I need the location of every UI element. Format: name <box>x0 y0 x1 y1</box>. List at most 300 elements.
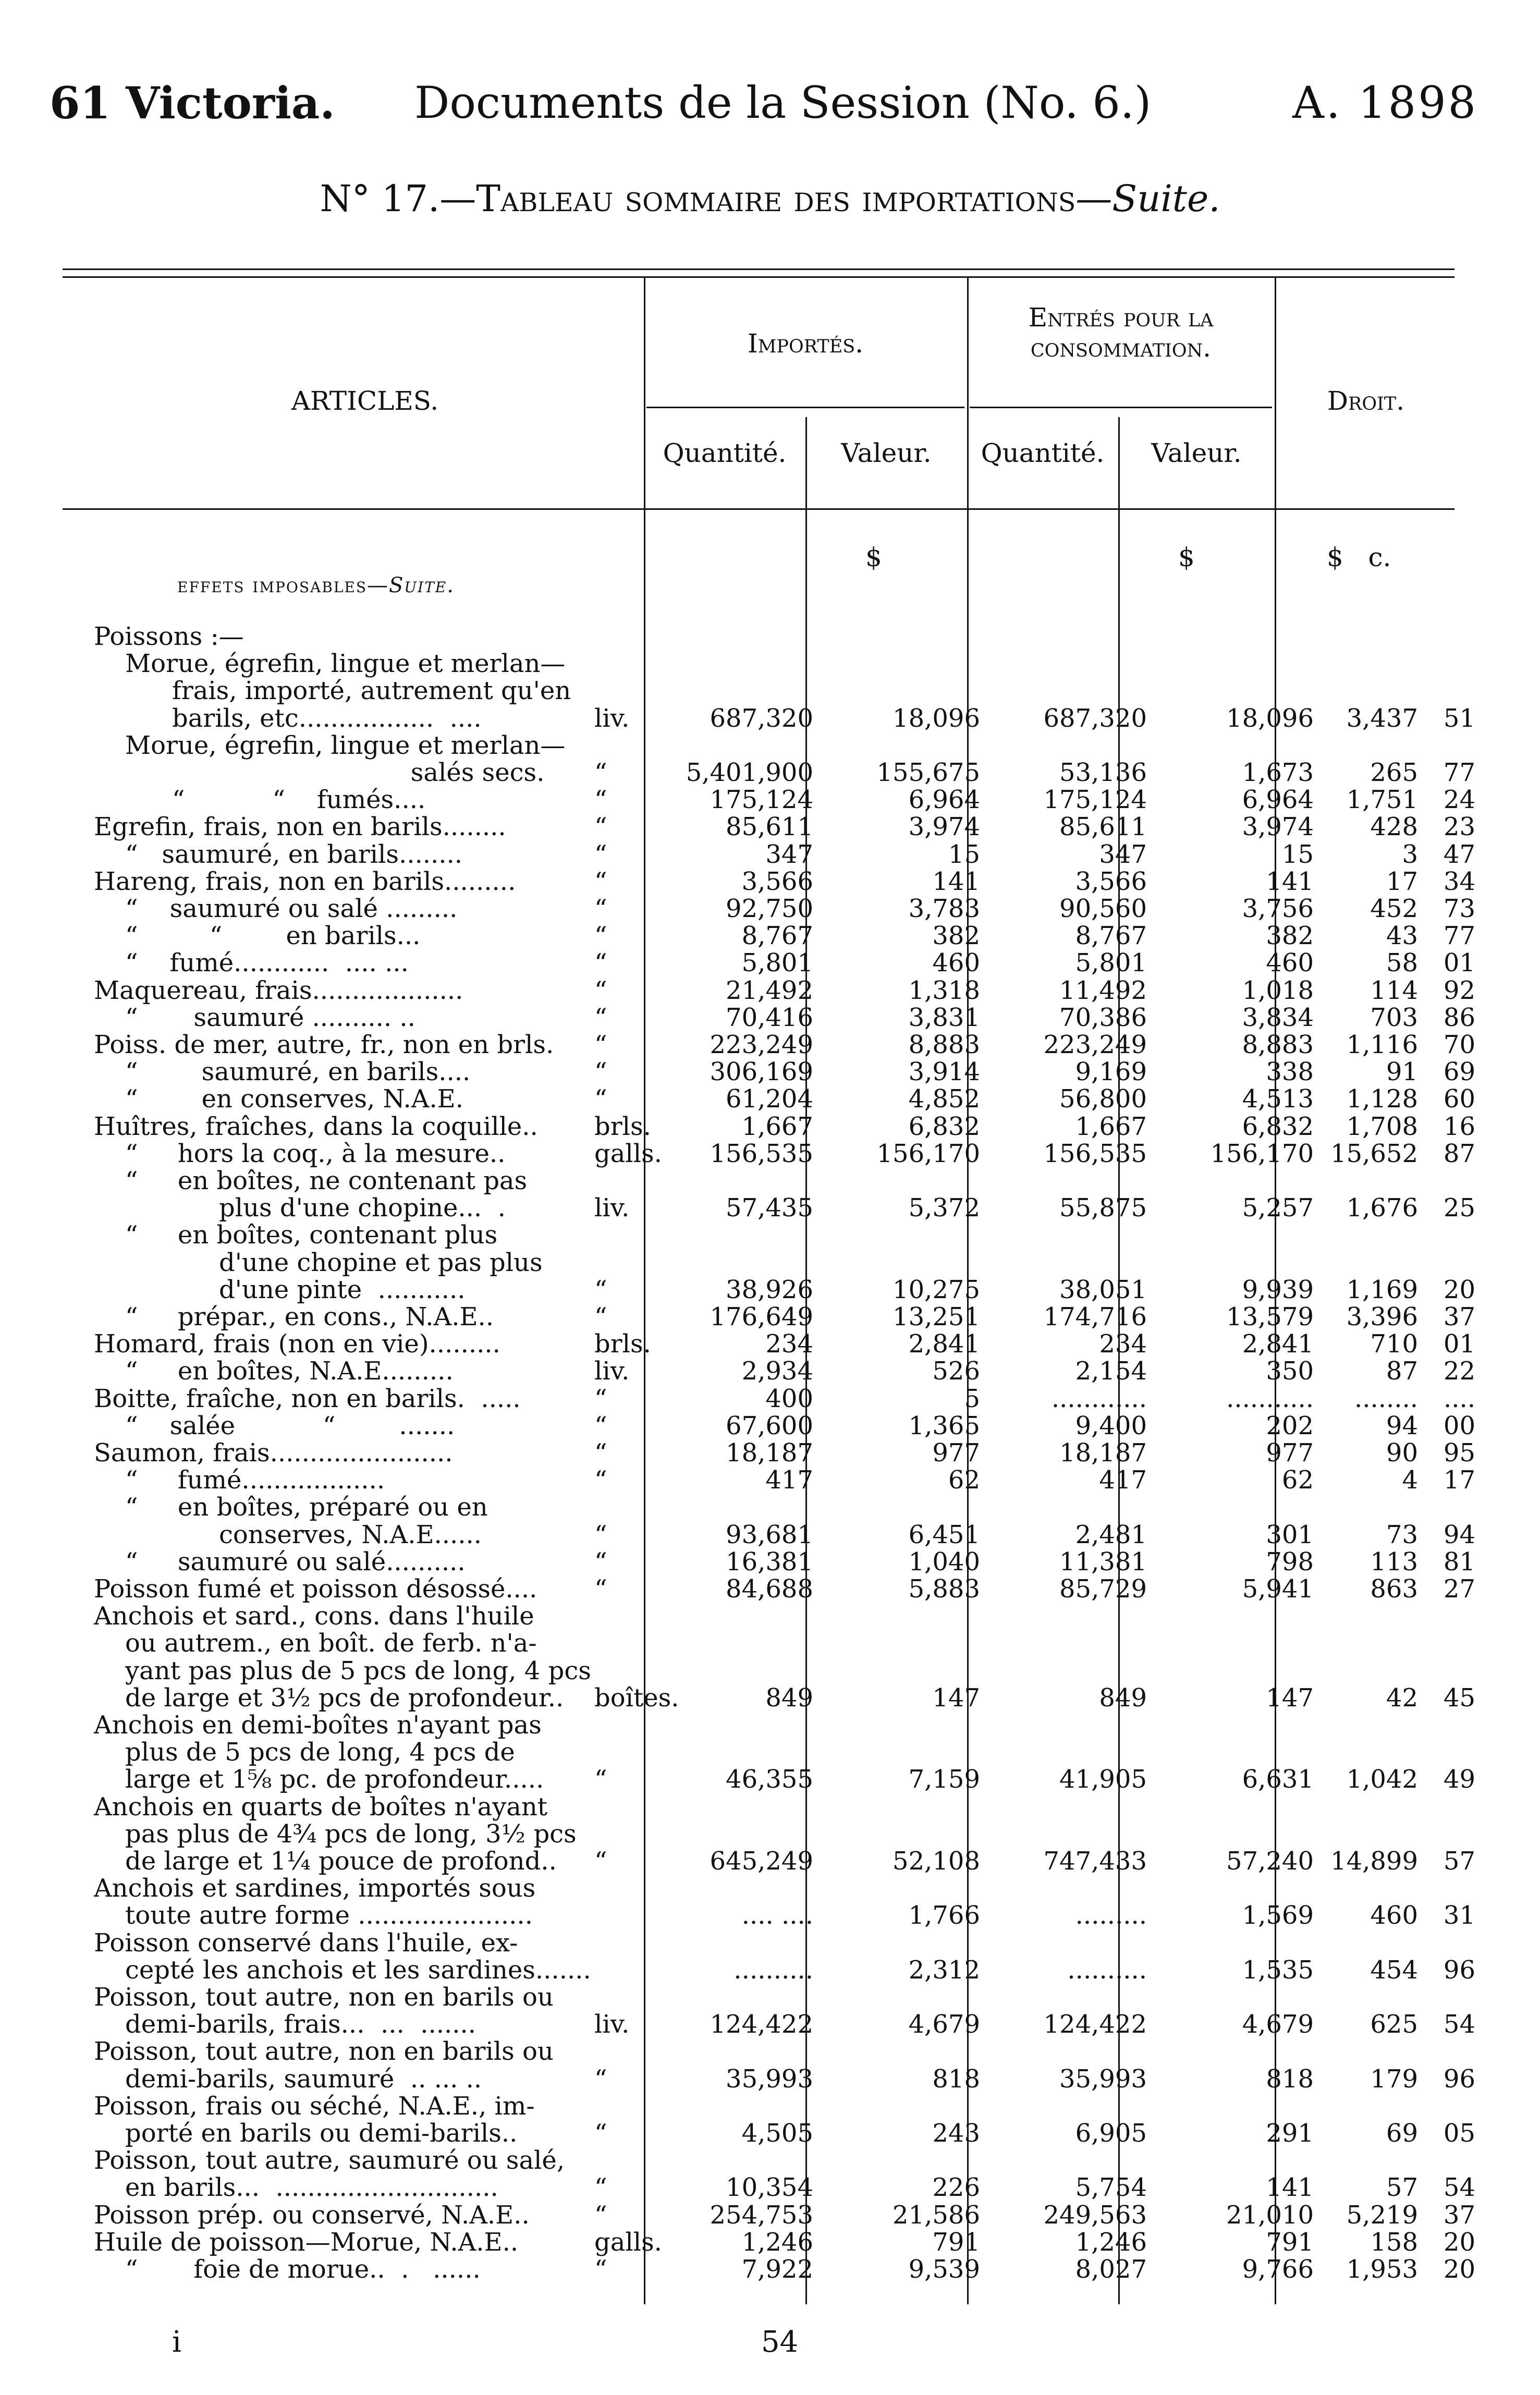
value-entered-cell: 5,257 <box>1242 1193 1314 1223</box>
top-rule-1 <box>63 268 1455 270</box>
col-valeur-2: Valeur. <box>1151 438 1242 468</box>
duty-cents-cell: 05 <box>1443 2119 1475 2148</box>
value-imported-cell: 5,883 <box>908 1574 980 1604</box>
quantity-imported-cell: .......... <box>734 1955 813 1985</box>
duty-cents-cell: 37 <box>1443 1302 1475 1331</box>
duty-dollars-cell: 452 <box>1370 894 1418 923</box>
quantity-entered-cell: 1,667 <box>1075 1111 1147 1141</box>
duty-cents-cell: 01 <box>1443 1329 1475 1359</box>
quantity-imported-cell: 92,750 <box>726 894 813 923</box>
value-entered-cell: 798 <box>1266 1547 1314 1577</box>
col-articles: ARTICLES. <box>291 386 439 416</box>
duty-cents-cell: 20 <box>1443 1275 1475 1304</box>
article-cell: “ “ fumés.... <box>172 785 426 815</box>
duty-cents-cell: 20 <box>1443 2227 1475 2257</box>
duty-cents-cell: 54 <box>1443 2010 1475 2039</box>
duty-cents-cell: 95 <box>1443 1438 1475 1468</box>
quantity-imported-cell: 3,566 <box>741 866 813 896</box>
article-cell: “ “ en barils... <box>125 921 421 951</box>
col-valeur-1: Valeur. <box>841 438 932 468</box>
value-imported-cell: 52,108 <box>893 1847 980 1876</box>
quantity-entered-cell: 174,716 <box>1043 1302 1147 1331</box>
quantity-entered-cell: 347 <box>1099 839 1147 869</box>
value-imported-cell: 526 <box>932 1357 980 1386</box>
value-imported-cell: 7,159 <box>908 1765 980 1794</box>
unit-cell: “ <box>594 921 607 951</box>
article-cell: plus d'une chopine... . <box>219 1193 506 1223</box>
quantity-imported-cell: 35,993 <box>726 2064 813 2094</box>
value-entered-cell: 3,834 <box>1242 1003 1314 1032</box>
quantity-entered-cell: 2,481 <box>1075 1520 1147 1549</box>
value-entered-cell: 9,766 <box>1242 2255 1314 2284</box>
article-cell: Huile de poisson—Morue, N.A.E.. <box>94 2227 519 2257</box>
quantity-imported-cell: 687,320 <box>710 703 813 733</box>
unit-cell: “ <box>594 1003 607 1032</box>
unit-cell: liv. <box>594 1357 630 1386</box>
header-left: 61 Victoria. <box>50 77 335 129</box>
article-cell: “ foie de morue.. . ...... <box>125 2255 481 2284</box>
duty-dollars-cell: 1,751 <box>1346 785 1418 815</box>
value-entered-cell: 1,535 <box>1242 1955 1314 1985</box>
article-cell: cepté les anchois et les sardines....... <box>125 1955 591 1985</box>
quantity-entered-cell: 156,535 <box>1043 1139 1147 1168</box>
duty-dollars-cell: 69 <box>1386 2119 1418 2148</box>
unit-cell: “ <box>594 758 607 787</box>
value-entered-cell: 6,964 <box>1242 785 1314 815</box>
duty-cents-cell: 31 <box>1443 1901 1475 1930</box>
article-cell: “ hors la coq., à la mesure.. <box>125 1139 506 1168</box>
quantity-entered-cell: 85,611 <box>1059 812 1147 842</box>
quantity-entered-cell: 6,905 <box>1075 2119 1147 2148</box>
duty-dollars-cell: 158 <box>1370 2227 1418 2257</box>
table-title <box>0 177 1540 220</box>
quantity-entered-cell: 234 <box>1099 1329 1147 1359</box>
quantity-imported-cell: 38,926 <box>726 1275 813 1304</box>
duty-cents-cell: 27 <box>1443 1574 1475 1604</box>
article-cell: “ saumuré ou salé.......... <box>125 1547 466 1577</box>
value-imported-cell: 5 <box>964 1384 980 1413</box>
unit-cell: “ <box>594 1084 607 1114</box>
duty-cents-cell: .... <box>1443 1384 1475 1413</box>
value-entered-cell: 350 <box>1266 1357 1314 1386</box>
page-header <box>50 77 1478 140</box>
article-cell: “ prépar., en cons., N.A.E.. <box>125 1302 494 1331</box>
quantity-entered-cell: ......... <box>1075 1901 1147 1930</box>
duty-dollars-cell: 114 <box>1370 975 1418 1005</box>
duty-dollars-cell: 113 <box>1370 1547 1418 1577</box>
value-imported-cell: 382 <box>932 921 980 951</box>
unit-cell: “ <box>594 866 607 896</box>
article-cell: Poiss. de mer, autre, fr., non en brls. <box>94 1030 554 1059</box>
unit-cell: liv. <box>594 1193 630 1223</box>
value-imported-cell: 13,251 <box>893 1302 980 1331</box>
quantity-imported-cell: 93,681 <box>726 1520 813 1549</box>
article-cell: ou autrem., en boît. de ferb. n'a- <box>125 1629 537 1658</box>
quantity-entered-cell: 85,729 <box>1059 1574 1147 1604</box>
value-imported-cell: 2,841 <box>908 1329 980 1359</box>
article-cell: barils, etc................. .... <box>172 703 482 733</box>
unit-cell: “ <box>594 2119 607 2148</box>
duty-cents-cell: 16 <box>1443 1111 1475 1141</box>
article-cell: Egrefin, frais, non en barils........ <box>94 812 506 842</box>
article-cell: Homard, frais (non en vie)......... <box>94 1329 500 1359</box>
quantity-entered-cell: 56,800 <box>1059 1084 1147 1114</box>
article-cell: Maquereau, frais................... <box>94 975 463 1005</box>
duty-dollars-cell: 94 <box>1386 1411 1418 1440</box>
col-quantite-2: Quantité. <box>981 438 1105 468</box>
value-imported-cell: 1,040 <box>908 1547 980 1577</box>
unit-cell: “ <box>594 2200 607 2230</box>
article-cell: plus de 5 pcs de long, 4 pcs de <box>125 1738 515 1767</box>
duty-dollars-cell: 428 <box>1370 812 1418 842</box>
article-cell: Poissons :— <box>94 622 244 651</box>
value-imported-cell: 10,275 <box>893 1275 980 1304</box>
unit-cell: “ <box>594 1275 607 1304</box>
article-cell: “ saumuré, en barils.... <box>125 1057 471 1087</box>
duty-dollars-cell: 1,042 <box>1346 1765 1418 1794</box>
value-entered-cell: 141 <box>1266 2173 1314 2203</box>
unit-cell: “ <box>594 1847 607 1876</box>
duty-cents-cell: 37 <box>1443 2200 1475 2230</box>
quantity-imported-cell: 70,416 <box>726 1003 813 1032</box>
quantity-entered-cell: 2,154 <box>1075 1357 1147 1386</box>
article-cell: de large et 1¼ pouce de profond.. <box>125 1847 557 1876</box>
value-imported-cell: 9,539 <box>908 2255 980 2284</box>
unit-cell: “ <box>594 2255 607 2284</box>
value-entered-cell: 1,569 <box>1242 1901 1314 1930</box>
value-entered-cell: 1,018 <box>1242 975 1314 1005</box>
quantity-imported-cell: 16,381 <box>726 1547 813 1577</box>
quantity-entered-cell: 18,187 <box>1059 1438 1147 1468</box>
article-cell: d'une chopine et pas plus <box>219 1248 543 1277</box>
unit-cell: brls. <box>594 1111 651 1141</box>
value-entered-cell: 202 <box>1266 1411 1314 1440</box>
quantity-imported-cell: 175,124 <box>710 785 813 815</box>
value-entered-cell: 18,096 <box>1226 703 1314 733</box>
value-entered-cell: 3,756 <box>1242 894 1314 923</box>
duty-dollars-cell: 3,396 <box>1346 1302 1418 1331</box>
unit-cell: “ <box>594 948 607 978</box>
article-cell: “ fumé.................. <box>125 1465 385 1495</box>
value-imported-cell: 3,914 <box>908 1057 980 1087</box>
value-imported-cell: 141 <box>932 866 980 896</box>
duty-cents-cell: 86 <box>1443 1003 1475 1032</box>
quantity-entered-cell: 5,801 <box>1075 948 1147 978</box>
article-cell: Poisson, tout autre, non en barils ou <box>94 2037 554 2067</box>
section-heading <box>177 573 455 597</box>
value-entered-cell: 147 <box>1266 1683 1314 1713</box>
unit-cell: “ <box>594 1030 607 1059</box>
duty-dollars-cell: 460 <box>1370 1901 1418 1930</box>
value-imported-cell: 1,365 <box>908 1411 980 1440</box>
duty-dollars-cell: 625 <box>1370 2010 1418 2039</box>
duty-cents-cell: 23 <box>1443 812 1475 842</box>
duty-dollars-cell: 91 <box>1386 1057 1418 1087</box>
duty-dollars-cell: 710 <box>1370 1329 1418 1359</box>
quantity-imported-cell: 57,435 <box>726 1193 813 1223</box>
duty-dollars-cell: 454 <box>1370 1955 1418 1985</box>
value-imported-cell: 155,675 <box>876 758 980 787</box>
value-entered-cell: 338 <box>1266 1057 1314 1087</box>
unit-cell: “ <box>594 1057 607 1087</box>
value-entered-cell: 62 <box>1281 1465 1314 1495</box>
duty-dollars-cell: 265 <box>1370 758 1418 787</box>
value-imported-cell: 4,679 <box>908 2010 980 2039</box>
quantity-imported-cell: 176,649 <box>710 1302 813 1331</box>
duty-dollars-cell: 703 <box>1370 1003 1418 1032</box>
quantity-imported-cell: 85,611 <box>726 812 813 842</box>
article-cell: demi-barils, frais... ... ....... <box>125 2010 476 2039</box>
value-entered-cell: 1,673 <box>1242 758 1314 787</box>
article-cell: frais, importé, autrement qu'en <box>172 676 571 706</box>
quantity-imported-cell: 67,600 <box>726 1411 813 1440</box>
value-imported-cell: 6,451 <box>908 1520 980 1549</box>
quantity-imported-cell: 234 <box>765 1329 813 1359</box>
article-cell: demi-barils, saumuré .. ... .. <box>125 2064 482 2094</box>
value-imported-cell: 2,312 <box>908 1955 980 1985</box>
value-entered-cell: 460 <box>1266 948 1314 978</box>
duty-dollars-cell: ........ <box>1354 1384 1418 1413</box>
section-suffix: Suite. <box>389 573 455 597</box>
quantity-imported-cell: 21,492 <box>726 975 813 1005</box>
value-entered-cell: 8,883 <box>1242 1030 1314 1059</box>
value-imported-cell: 977 <box>932 1438 980 1468</box>
duty-cents-cell: 77 <box>1443 758 1475 787</box>
value-entered-cell: 5,941 <box>1242 1574 1314 1604</box>
value-entered-cell: 3,974 <box>1242 812 1314 842</box>
duty-dollars-cell: 17 <box>1386 866 1418 896</box>
unit-cell: “ <box>594 1765 607 1794</box>
quantity-entered-cell: 90,560 <box>1059 894 1147 923</box>
value-imported-cell: 8,883 <box>908 1030 980 1059</box>
value-entered-cell: 4,679 <box>1242 2010 1314 2039</box>
quantity-entered-cell: 55,875 <box>1059 1193 1147 1223</box>
table-title-suffix: —Suite. <box>1075 177 1220 220</box>
value-imported-cell: 18,096 <box>893 703 980 733</box>
quantity-imported-cell: 124,422 <box>710 2010 813 2039</box>
duty-dollars-cell: 87 <box>1386 1357 1418 1386</box>
unit-cell: liv. <box>594 2010 630 2039</box>
duty-cents-cell: 73 <box>1443 894 1475 923</box>
article-cell: pas plus de 4¾ pcs de long, 3½ pcs <box>125 1819 577 1849</box>
article-cell: Boitte, fraîche, non en barils. ..... <box>94 1384 521 1413</box>
duty-dollars-cell: 1,169 <box>1346 1275 1418 1304</box>
duty-cents-cell: 20 <box>1443 2255 1475 2284</box>
col-droit: Droit. <box>1327 386 1405 416</box>
quantity-imported-cell: 1,667 <box>741 1111 813 1141</box>
page-number: 54 <box>761 2325 799 2359</box>
article-cell: toute autre forme ...................... <box>125 1901 533 1930</box>
unit-cell: “ <box>594 1465 607 1495</box>
value-imported-cell: 3,783 <box>908 894 980 923</box>
duty-cents-cell: 96 <box>1443 2064 1475 2094</box>
duty-dollars-cell: 57 <box>1386 2173 1418 2203</box>
table-title-text: Tableau sommaire des importations <box>476 177 1076 220</box>
article-cell: en barils... ............................ <box>125 2173 498 2203</box>
value-imported-cell: 6,964 <box>908 785 980 815</box>
article-cell: “ saumuré .......... .. <box>125 1003 415 1032</box>
quantity-entered-cell: 53,136 <box>1059 758 1147 787</box>
article-cell: yant pas plus de 5 pcs de long, 4 pcs <box>125 1656 591 1685</box>
duty-cents-cell: 25 <box>1443 1193 1475 1223</box>
duty-cents-cell: 92 <box>1443 975 1475 1005</box>
duty-dollars-cell: 1,128 <box>1346 1084 1418 1114</box>
quantity-entered-cell: 38,051 <box>1059 1275 1147 1304</box>
quantity-entered-cell: 3,566 <box>1075 866 1147 896</box>
article-cell: Poisson fumé et poisson désossé.... <box>94 1574 537 1604</box>
unit-cell: liv. <box>594 703 630 733</box>
duty-cents-cell: 34 <box>1443 866 1475 896</box>
article-cell: Poisson, tout autre, saumuré ou salé, <box>94 2146 565 2176</box>
value-imported-cell: 460 <box>932 948 980 978</box>
value-imported-cell: 147 <box>932 1683 980 1713</box>
value-entered-cell: 818 <box>1266 2064 1314 2094</box>
quantity-imported-cell: 5,801 <box>741 948 813 978</box>
unit-cell: “ <box>594 1411 607 1440</box>
value-imported-cell: 6,832 <box>908 1111 980 1141</box>
header-bottom-rule <box>63 508 1455 510</box>
unit-cell: “ <box>594 1547 607 1577</box>
article-cell: Poisson prép. ou conservé, N.A.E.. <box>94 2200 530 2230</box>
quantity-entered-cell: 417 <box>1099 1465 1147 1495</box>
duty-cents-cell: 22 <box>1443 1357 1475 1386</box>
quantity-imported-cell: 223,249 <box>710 1030 813 1059</box>
duty-cents-cell: 51 <box>1443 703 1475 733</box>
value-entered-cell: 156,170 <box>1210 1139 1314 1168</box>
article-cell: “ saumuré, en barils........ <box>125 839 463 869</box>
value-imported-cell: 4,852 <box>908 1084 980 1114</box>
value-imported-cell: 156,170 <box>876 1139 980 1168</box>
duty-cents-cell: 49 <box>1443 1765 1475 1794</box>
quantity-imported-cell: 8,767 <box>741 921 813 951</box>
value-imported-cell: 791 <box>932 2227 980 2257</box>
quantity-imported-cell: 1,246 <box>741 2227 813 2257</box>
value-imported-cell: 3,831 <box>908 1003 980 1032</box>
subhead-rule-importes <box>646 407 964 408</box>
quantity-entered-cell: 175,124 <box>1043 785 1147 815</box>
duty-dollars-cell: 3,437 <box>1346 703 1418 733</box>
value-entered-cell: 382 <box>1266 921 1314 951</box>
value-entered-cell: 301 <box>1266 1520 1314 1549</box>
duty-dollars-cell: 73 <box>1386 1520 1418 1549</box>
duty-cents-cell: 69 <box>1443 1057 1475 1087</box>
unit-cell: “ <box>594 1438 607 1468</box>
quantity-imported-cell: 347 <box>765 839 813 869</box>
quantity-entered-cell: 687,320 <box>1043 703 1147 733</box>
article-cell: Anchois et sard., cons. dans l'huile <box>94 1602 534 1631</box>
value-imported-cell: 1,766 <box>908 1901 980 1930</box>
duty-cents-cell: 57 <box>1443 1847 1475 1876</box>
duty-dollars-cell: 1,708 <box>1346 1111 1418 1141</box>
duty-cents-cell: 47 <box>1443 839 1475 869</box>
quantity-imported-cell: 2,934 <box>741 1357 813 1386</box>
value-entered-cell: ........... <box>1226 1384 1314 1413</box>
section-label: effets imposables— <box>177 573 389 597</box>
value-entered-cell: 15 <box>1281 839 1314 869</box>
quantity-entered-cell: 70,386 <box>1059 1003 1147 1032</box>
header-center: Documents de la Session (No. 6.) <box>414 77 1152 128</box>
quantity-entered-cell: 747,433 <box>1043 1847 1147 1876</box>
quantity-imported-cell: 400 <box>765 1384 813 1413</box>
article-cell: salés secs. <box>172 758 545 787</box>
duty-dollars-cell: 15,652 <box>1330 1139 1418 1168</box>
article-cell: “ en boîtes, ne contenant pas <box>125 1166 528 1195</box>
quantity-entered-cell: 8,767 <box>1075 921 1147 951</box>
duty-dollars-cell: 42 <box>1386 1683 1418 1713</box>
value-entered-cell: 6,832 <box>1242 1111 1314 1141</box>
article-cell: “ saumuré ou salé ......... <box>125 894 458 923</box>
quantity-entered-cell: 849 <box>1099 1683 1147 1713</box>
quantity-imported-cell: 7,922 <box>741 2255 813 2284</box>
unit-cell: galls. <box>594 1139 662 1168</box>
quantity-entered-cell: 11,381 <box>1059 1547 1147 1577</box>
value-imported-cell: 15 <box>948 839 980 869</box>
article-cell: Poisson, tout autre, non en barils ou <box>94 1983 554 2012</box>
quantity-imported-cell: 156,535 <box>710 1139 813 1168</box>
quantity-entered-cell: 41,905 <box>1059 1765 1147 1794</box>
article-cell: “ en conserves, N.A.E. <box>125 1084 463 1114</box>
article-cell: Saumon, frais....................... <box>94 1438 453 1468</box>
duty-cents-cell: 17 <box>1443 1465 1475 1495</box>
quantity-entered-cell: 9,169 <box>1075 1057 1147 1087</box>
article-cell: “ en boîtes, préparé ou en <box>125 1493 488 1522</box>
subhead-rule-entres <box>970 407 1272 408</box>
value-imported-cell: 1,318 <box>908 975 980 1005</box>
article-cell: Anchois en demi-boîtes n'ayant pas <box>94 1710 542 1740</box>
unit-cell: boîtes. <box>594 1683 679 1713</box>
value-entered-cell: 2,841 <box>1242 1329 1314 1359</box>
quantity-imported-cell: 645,249 <box>710 1847 813 1876</box>
unit-cell: “ <box>594 839 607 869</box>
value-entered-cell: 977 <box>1266 1438 1314 1468</box>
quantity-imported-cell: 61,204 <box>726 1084 813 1114</box>
unit-cell: “ <box>594 1384 607 1413</box>
quantity-imported-cell: 10,354 <box>726 2173 813 2203</box>
col-importes: Importés. <box>747 328 864 359</box>
quantity-entered-cell: 5,754 <box>1075 2173 1147 2203</box>
duty-cents-cell: 45 <box>1443 1683 1475 1713</box>
value-entered-cell: 57,240 <box>1226 1847 1314 1876</box>
unit-cell: “ <box>594 975 607 1005</box>
duty-dollars-cell: 58 <box>1386 948 1418 978</box>
article-cell: large et 1⅝ pc. de profondeur..... <box>125 1765 544 1794</box>
duty-dollars-cell: 179 <box>1370 2064 1418 2094</box>
duty-cents-cell: 81 <box>1443 1547 1475 1577</box>
duty-dollars-cell: 863 <box>1370 1574 1418 1604</box>
quantity-entered-cell: 8,027 <box>1075 2255 1147 2284</box>
table-title-prefix: N° 17.— <box>320 177 476 220</box>
quantity-entered-cell: 1,246 <box>1075 2227 1147 2257</box>
duty-dollars-cell: 3 <box>1402 839 1418 869</box>
unit-cell: galls. <box>594 2227 662 2257</box>
duty-dollars-cell: 1,676 <box>1346 1193 1418 1223</box>
duty-cents-cell: 00 <box>1443 1411 1475 1440</box>
duty-cents-cell: 96 <box>1443 1955 1475 1985</box>
value-entered-cell: 13,579 <box>1226 1302 1314 1331</box>
value-imported-cell: 818 <box>932 2064 980 2094</box>
article-cell: Poisson, frais ou séché, N.A.E., im- <box>94 2091 535 2121</box>
value-entered-cell: 21,010 <box>1226 2200 1314 2230</box>
value-entered-cell: 141 <box>1266 866 1314 896</box>
article-cell: de large et 3½ pcs de profondeur.. <box>125 1683 564 1713</box>
quantity-entered-cell: 124,422 <box>1043 2010 1147 2039</box>
duty-dollars-cell: 5,219 <box>1346 2200 1418 2230</box>
dollar-valeur-2: $ <box>1178 542 1195 572</box>
quantity-entered-cell: 35,993 <box>1059 2064 1147 2094</box>
article-cell: conserves, N.A.E...... <box>219 1520 482 1549</box>
unit-cell: “ <box>594 894 607 923</box>
value-entered-cell: 791 <box>1266 2227 1314 2257</box>
